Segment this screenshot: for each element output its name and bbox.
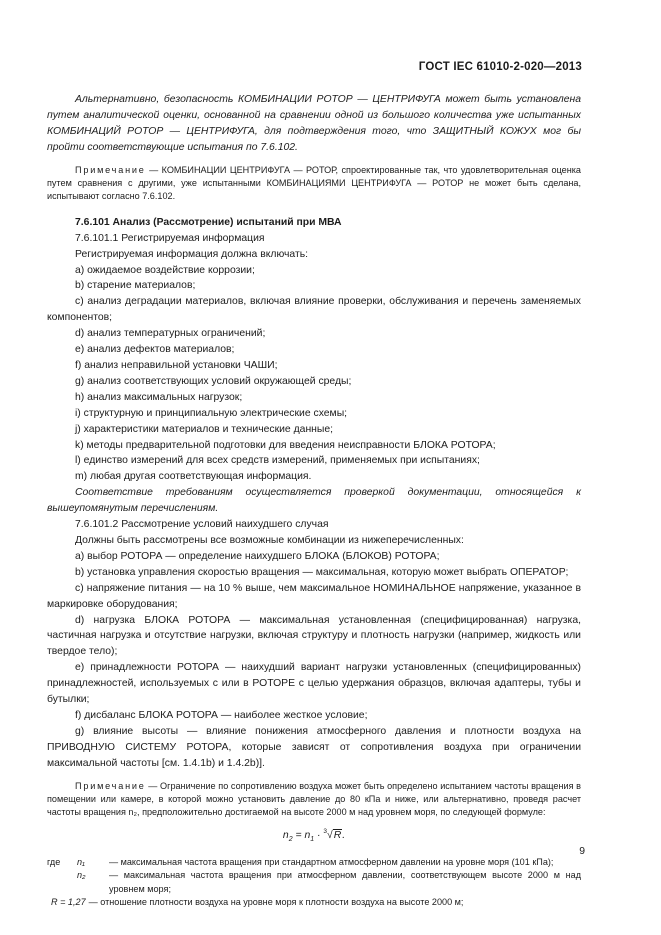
formula — [47, 828, 581, 848]
page-content — [47, 92, 581, 909]
root-index: 3 — [323, 827, 327, 835]
case-item: b) установка управления скоростью вращения — максимальная, которую может выбрать ОПЕРАТОР; — [75, 566, 569, 578]
formula-lhs: n — [282, 829, 289, 841]
where-symbol: R = 1,27 — [51, 896, 86, 907]
where-definition: — отношение плотности воздуха на уровне моря к плотности воздуха на высоте 2000 м; — [88, 896, 464, 907]
info-item: k) методы предварительной подготовки для введения неисправности БЛОКА РОТОРА; — [75, 439, 496, 451]
case-item: d) нагрузка БЛОКА РОТОРА — максимальная установленная (специфицированная) нагрузка, частичная нагрузка и отсутствие нагрузки, включая структуру и плотность нагрузки (например, жидкость или твердое тело); — [47, 614, 581, 658]
formula-end: . — [342, 829, 346, 841]
subsection-2-intro: Должны быть рассмотрены все возможные комбинации из нижеперечисленных: — [75, 534, 464, 546]
page-number: 9 — [579, 846, 585, 857]
formula-rhs-sub: 1 — [310, 835, 315, 843]
where-definition: — максимальная частота вращения при атмосферном давлении, соответствующем высоте 2000 м над уровнем моря; — [109, 870, 581, 894]
note-1-text: — КОМБИНАЦИИ ЦЕНТРИФУГА — РОТОР, спроектированные так, что удовлетворительная оценка путем сравнения с другими, уже испытанными КОМБИНАЦИЯМИ ЦЕНТРИФУГА — РОТОР не может быть сделана, испытывают согласно 7.6.102. — [47, 164, 581, 202]
info-item: m) любая другая соответствующая информация. — [75, 471, 312, 483]
standard-header: ГОСТ IEC 61010-2-020—2013 — [418, 61, 582, 73]
info-item: d) анализ температурных ограничений; — [75, 328, 266, 340]
case-item: c) напряжение питания — на 10 % выше, чем максимальное НОМИНАЛЬНОЕ напряжение, указанное в маркировке оборудования; — [47, 582, 581, 610]
case-item: a) выбор РОТОРА — определение наихудшего БЛОКА (БЛОКОВ) РОТОРА; — [75, 550, 440, 562]
where-symbol: n₂ — [77, 870, 86, 881]
info-item: h) анализ максимальных нагрузок; — [75, 391, 243, 403]
where-row — [47, 896, 581, 909]
where-definition: — максимальная частота вращения при стандартном атмосферном давлении на уровне моря (101 кПа); — [109, 856, 554, 867]
info-item: l) единство измерений для всех средств измерений, применяемых при испытаниях; — [75, 455, 480, 467]
alternative-paragraph: Альтернативно, безопасность КОМБИНАЦИИ РОТОР — ЦЕНТРИФУГА может быть установлена путем аналитической оценки, основанной на сравнении одной из большого количества уже испытанных КОМБИНАЦИЙ РОТОР — ЦЕНТРИФУГА, для подтверждения того, что ЗАЩИТНЫЙ КОЖУХ мог бы пройти соответствующие испытания по 7.6.102. — [47, 94, 581, 153]
case-item: g) влияние высоты — влияние понижения атмосферного давления и плотности воздуха на ПРИВОДНУЮ СИСТЕМУ РОТОРА, которые зависят от сопротивления воздуха при ограничении максимальной частоты [см. 1.4.1b) и 1.4.2b)]. — [47, 725, 581, 769]
info-item: c) анализ деградации материалов, включая влияние проверки, обслуживания и перечень заменяемых компонентов; — [47, 296, 581, 324]
formula-eq: = — [292, 829, 305, 841]
info-item: f) анализ неправильной установки ЧАШИ; — [75, 360, 278, 371]
where-row — [47, 856, 581, 869]
note-2 — [47, 780, 581, 820]
root-sign-icon: √ — [326, 829, 333, 841]
where-block — [47, 856, 581, 910]
cube-root — [323, 828, 342, 845]
case-item: e) принадлежности РОТОРА — наихудший вариант нагрузки установленных (специфицированных) принадлежностей, используемых с или в РОТОРЕ с целью удержания образцов, включая адаптеры, тубы и бутылки; — [47, 662, 581, 706]
formula-lhs-sub: 2 — [288, 835, 293, 843]
note-1-label: Примечание — [75, 164, 146, 175]
info-item: a) ожидаемое воздействие коррозии; — [75, 264, 255, 276]
note-2-label: Примечание — [75, 780, 146, 791]
case-item: f) дисбаланс БЛОКА РОТОРА — наиболее жесткое условие; — [75, 709, 368, 721]
where-word: где — [47, 856, 61, 867]
compliance-statement: Соответствие требованиям осуществляется проверкой документации, относящейся к вышеупомянутым перечислениям. — [47, 487, 581, 515]
info-item: b) старение материалов; — [75, 280, 196, 292]
where-symbol: n₁ — [77, 856, 85, 867]
info-item: g) анализ соответствующих условий окружающей среды; — [75, 375, 352, 387]
info-item: j) характеристики материалов и технические данные; — [75, 423, 334, 435]
formula-dot: · — [314, 829, 324, 841]
formula-rhs: n — [304, 829, 311, 841]
note-2-text: — Ограничение по сопротивлению воздуха может быть определено испытанием частоты вращения в помещении или камере, в которой можно установить давление до 80 кПа и ниже, или альтернативно, проведя расчет частоты вращения n₂, предположительно достигаемой на высоте 2000 м над уровнем моря, по следующей формуле: — [47, 780, 581, 818]
subsection-1-intro: Регистрируемая информация должна включать: — [75, 248, 309, 260]
info-item: i) структурную и принципиальную электрические схемы; — [75, 407, 348, 419]
note-1 — [47, 164, 581, 204]
subsection-2-heading: 7.6.101.2 Рассмотрение условий наихудшего случая — [75, 519, 329, 531]
where-row — [47, 869, 581, 896]
info-item: e) анализ дефектов материалов; — [75, 344, 235, 356]
section-heading: 7.6.101 Анализ (Рассмотрение) испытаний при МВА — [75, 216, 342, 228]
root-radicand: R — [333, 829, 342, 841]
subsection-1-heading: 7.6.101.1 Регистрируемая информация — [75, 232, 265, 244]
